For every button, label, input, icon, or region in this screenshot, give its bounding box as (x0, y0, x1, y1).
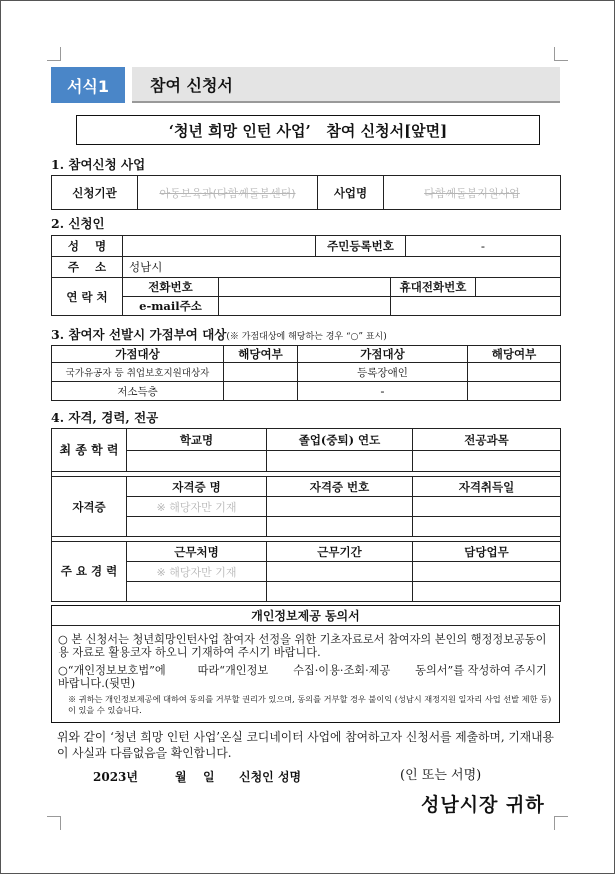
cert-name-field[interactable] (127, 517, 267, 537)
crop-mark (554, 816, 568, 830)
address-label: 주 소 (52, 257, 123, 278)
crop-mark (554, 47, 568, 61)
career-col-period: 근무기간 (267, 542, 413, 562)
bonus-veteran-check[interactable] (224, 363, 298, 382)
edu-year-field[interactable] (267, 451, 413, 472)
addressee: 성남시장 귀하 (421, 794, 545, 816)
form-header-title: 참여 신청서 (132, 67, 560, 103)
section1-heading: 1. 참여신청 사업 (51, 157, 146, 172)
agency-value[interactable]: 아동보육과(다함께돌봄센터) (138, 176, 318, 210)
mobile-field[interactable] (476, 278, 561, 297)
rrn-label: 주민등록번호 (316, 236, 406, 257)
mobile-label: 휴대전화번호 (391, 278, 476, 297)
bonus-low-income: 저소득층 (52, 382, 224, 401)
consent-paragraph-2: ○“개인정보보호법”에 따라“개인정보 수집·이용·조회·제공 동의서”를 작성하여 주시기 바랍니다.(뒷면) (58, 664, 551, 690)
cert-col-number: 자격증 번호 (267, 477, 413, 497)
bonus-disabled: 등록장애인 (298, 363, 468, 382)
cert-date-field-2[interactable] (413, 517, 561, 537)
sign-month: 월 (175, 770, 187, 784)
consent-title: 개인정보제공 동의서 (52, 606, 559, 626)
bonus-low-income-check[interactable] (224, 382, 298, 401)
bonus-veteran: 국가유공자 등 취업보호지원대상자 (52, 363, 224, 382)
section3-heading (51, 325, 387, 343)
document-title: ‘청년 희망 인턴 사업’ 참여 신청서[앞면] (76, 115, 540, 145)
email-label: e-mail주소 (123, 297, 219, 316)
section3-table (51, 345, 561, 401)
name-field[interactable] (123, 236, 316, 257)
edu-major-field[interactable] (413, 451, 561, 472)
career-label: 주 요 경 력 (52, 542, 127, 602)
rrn-separator: - (480, 239, 486, 253)
cert-number-field-2[interactable] (267, 517, 413, 537)
section2-heading: 2. 신청인 (51, 216, 105, 231)
edu-col-major: 전공과목 (413, 429, 561, 451)
cert-col-name: 자격증 명 (127, 477, 267, 497)
career-period-field[interactable] (267, 562, 413, 582)
signature-option[interactable]: (인 또는 서명) (400, 768, 482, 783)
consent-box (51, 605, 560, 723)
career-hint[interactable]: ※ 해당자만 기재 (127, 562, 267, 582)
section4-heading: 4. 자격, 경력, 전공 (51, 410, 159, 425)
section1-table (51, 175, 561, 210)
crop-mark (47, 816, 61, 830)
col-target: 가점대상 (52, 346, 224, 363)
closing-statement: 위와 같이 ‘청년 희망 인턴 사업’온실 코디네이터 사업에 참여하고자 신청서를 제출하며, 기재내용이 사실과 다름없음을 확인합니다. (57, 730, 554, 760)
edu-school-field[interactable] (127, 451, 267, 472)
career-col-duty: 담당업무 (413, 542, 561, 562)
career-workplace-field[interactable] (127, 582, 267, 602)
career-period-field-2[interactable] (267, 582, 413, 602)
section3-heading-text: 3. 참여자 선발시 가점부여 대상 (51, 327, 227, 342)
section4-table (51, 428, 561, 602)
consent-paragraph-1: ○ 본 신청서는 청년희망인턴사업 참여자 선정을 위한 기초자료로서 참여자의 본인의 행정정보공동이용 자료로 활용코자 하오니 기재하여 주시기 바랍니다. (58, 633, 547, 659)
career-col-workplace: 근무처명 (127, 542, 267, 562)
cert-number-field[interactable] (267, 497, 413, 517)
section3-note: (※ 가점대상에 해당하는 경우 “○” 표시) (226, 332, 387, 342)
edu-col-school: 학교명 (127, 429, 267, 451)
crop-mark (47, 47, 61, 61)
cert-col-date: 자격취득일 (413, 477, 561, 497)
name-label: 성 명 (52, 236, 123, 257)
form-number-tag: 서식1 (51, 67, 125, 103)
phone-field[interactable] (219, 278, 391, 297)
phone-label: 전화번호 (123, 278, 219, 297)
bonus-empty-check (468, 382, 561, 401)
career-duty-field[interactable] (413, 562, 561, 582)
cert-label: 자격증 (52, 477, 127, 537)
cert-hint[interactable]: ※ 해당자만 기재 (127, 497, 267, 517)
rrn-field[interactable] (406, 236, 561, 257)
applicant-name-label: 신청인 성명 (239, 770, 302, 784)
cert-date-field[interactable] (413, 497, 561, 517)
bonus-empty: - (298, 382, 468, 401)
agency-label: 신청기관 (52, 176, 138, 210)
edu-label: 최 종 학 력 (52, 429, 127, 472)
col-applicable2: 해당여부 (468, 346, 561, 363)
edu-col-year: 졸업(중퇴) 연도 (267, 429, 413, 451)
career-duty-field-2[interactable] (413, 582, 561, 602)
project-label: 사업명 (318, 176, 384, 210)
col-applicable: 해당여부 (224, 346, 298, 363)
consent-note: ※ 귀하는 개인정보제공에 대하여 동의를 거부할 권리가 있으며, 동의를 거부할 경우 불이익 (성남시 재정지원 일자리 사업 선발 제한 등)이 있을 수 있습니다. (68, 694, 552, 715)
sign-year: 2023년 (93, 770, 138, 784)
email-field[interactable] (219, 297, 391, 316)
sign-day: 일 (203, 770, 215, 784)
email-field-extra[interactable] (391, 297, 561, 316)
address-field[interactable]: 성남시 (123, 257, 561, 278)
section2-table (51, 235, 561, 316)
contact-label: 연 락 처 (52, 278, 123, 316)
bonus-disabled-check[interactable] (468, 363, 561, 382)
project-value[interactable]: 다함께돌봄지원사업 (384, 176, 561, 210)
col-target2: 가점대상 (298, 346, 468, 363)
